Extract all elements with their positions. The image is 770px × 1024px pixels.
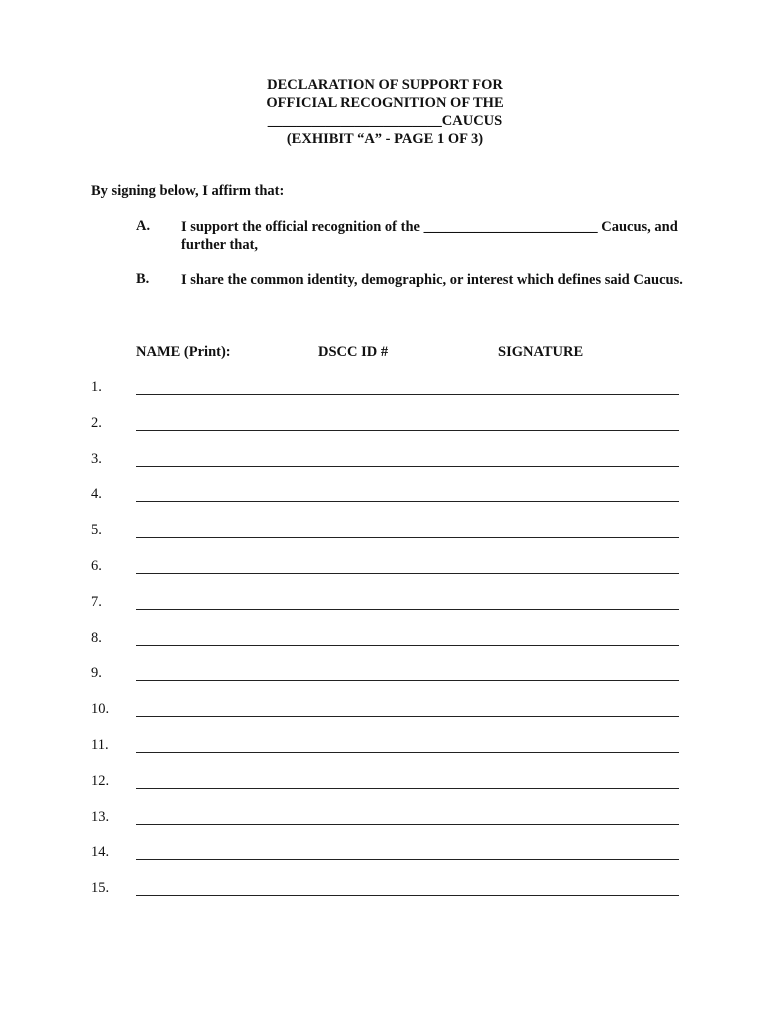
- item-letter: B.: [136, 271, 150, 287]
- signature-line[interactable]: [136, 859, 679, 860]
- item-text: I support the official recognition of the ________________________ Caucus, and further that,: [181, 219, 678, 253]
- document-title: [0, 76, 770, 148]
- signature-line[interactable]: [136, 645, 679, 646]
- signature-line[interactable]: [136, 430, 679, 431]
- signature-row: [0, 486, 770, 506]
- signature-row: [0, 773, 770, 793]
- signature-line[interactable]: [136, 788, 679, 789]
- signature-row: [0, 701, 770, 721]
- row-number: 1.: [91, 379, 102, 395]
- signature-line[interactable]: [136, 537, 679, 538]
- signature-line[interactable]: [136, 716, 679, 717]
- signature-row: [0, 880, 770, 900]
- title-line-3: ________________________CAUCUS: [267, 113, 503, 129]
- signature-row: [0, 415, 770, 435]
- signature-line[interactable]: [136, 824, 679, 825]
- signature-line[interactable]: [136, 680, 679, 681]
- signature-row: [0, 379, 770, 399]
- signature-row: [0, 630, 770, 650]
- signature-line[interactable]: [136, 394, 679, 395]
- row-number: 9.: [91, 665, 102, 682]
- row-number: 6.: [91, 558, 102, 574]
- signature-row: [0, 844, 770, 864]
- signature-line[interactable]: [136, 501, 679, 502]
- item-letter: A.: [136, 218, 151, 234]
- column-header-signature: SIGNATURE: [498, 344, 584, 360]
- signature-row: [0, 665, 770, 685]
- row-number: 10.: [91, 701, 110, 718]
- signature-line[interactable]: [136, 609, 679, 610]
- signature-line[interactable]: [136, 895, 679, 896]
- title-line-1: DECLARATION OF SUPPORT FOR: [267, 77, 503, 93]
- signature-row: [0, 737, 770, 757]
- row-number: 15.: [91, 880, 110, 897]
- affirmation-intro: By signing below, I affirm that:: [91, 183, 285, 199]
- signature-line[interactable]: [136, 466, 679, 467]
- row-number: 3.: [91, 450, 102, 467]
- row-number: 8.: [91, 629, 102, 646]
- row-number: 4.: [91, 486, 102, 503]
- column-header-dscc-id: DSCC ID #: [318, 344, 389, 360]
- row-number: 12.: [91, 772, 110, 789]
- row-number: 13.: [91, 808, 110, 825]
- signature-row: [0, 522, 770, 542]
- title-line-2: OFFICIAL RECOGNITION OF THE: [266, 95, 504, 111]
- signature-row: [0, 809, 770, 829]
- signature-row: [0, 451, 770, 471]
- column-header-name: NAME (Print):: [136, 344, 231, 360]
- item-text: I share the common identity, demographic, or interest which defines said Caucus.: [181, 272, 683, 288]
- signature-line[interactable]: [136, 752, 679, 753]
- signature-row: [0, 558, 770, 578]
- title-line-4: (EXHIBIT “A” - PAGE 1 OF 3): [286, 131, 484, 147]
- row-number: 11.: [91, 737, 109, 753]
- row-number: 7.: [91, 593, 102, 610]
- signature-row: [0, 594, 770, 614]
- row-number: 2.: [91, 414, 102, 431]
- row-number: 5.: [91, 522, 102, 539]
- signature-line[interactable]: [136, 573, 679, 574]
- row-number: 14.: [91, 844, 110, 861]
